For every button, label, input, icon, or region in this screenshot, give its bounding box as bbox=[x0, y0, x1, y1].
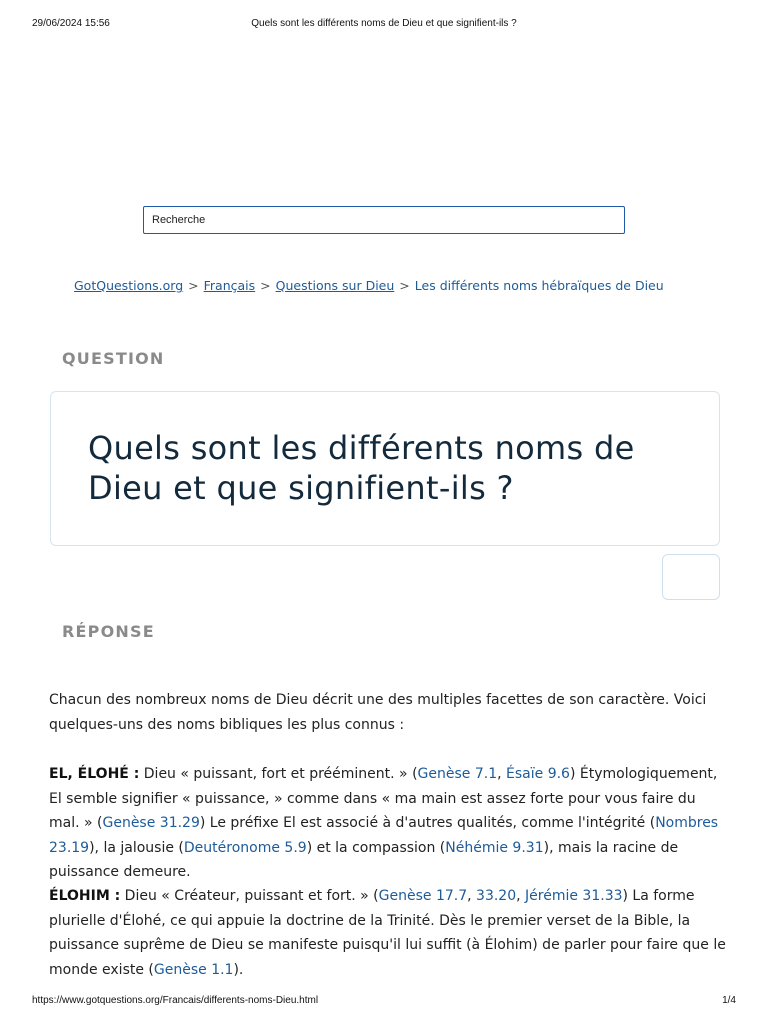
answer-paragraph-elohim: ÉLOHIM : Dieu « Créateur, puissant et fort. » (Genèse 17.7, 33.20, Jérémie 31.33) La forme plurielle d'Élohé, ce qui appuie la doctrine de la Trinité. Dès le premier verset de la Bible, la puissance suprême de Dieu se manifeste puisqu'il lui suffit (à Élohim) de parler pour faire que le monde existe (Genèse 1.1). bbox=[49, 888, 726, 978]
answer-label: RÉPONSE bbox=[62, 622, 155, 641]
breadcrumb-current: Les différents noms hébraïques de Dieu bbox=[414, 278, 664, 293]
breadcrumb-link-home[interactable]: GotQuestions.org bbox=[74, 278, 184, 293]
breadcrumb-link-francais[interactable]: Français bbox=[203, 278, 256, 293]
search-placeholder: Recherche bbox=[152, 214, 206, 226]
breadcrumb-link-questions-dieu[interactable]: Questions sur Dieu bbox=[275, 278, 395, 293]
breadcrumb-separator: > bbox=[260, 278, 271, 293]
term-elohim: ÉLOHIM : bbox=[49, 888, 121, 904]
breadcrumb-separator: > bbox=[399, 278, 410, 293]
print-url: https://www.gotquestions.org/Francais/differents-noms-Dieu.html bbox=[32, 995, 319, 1006]
bible-ref-link[interactable]: Nombres 23.19 bbox=[49, 815, 719, 856]
bible-ref-link[interactable]: 33.20 bbox=[476, 888, 517, 904]
answer-paragraph-el: EL, ÉLOHÉ : Dieu « puissant, fort et prééminent. » (Genèse 7.1, Ésaïe 9.6) Étymologiquement, El semble signifier « puissance, » comme dans « ma main est assez forte pour vous faire du mal. » (Genèse 31.29) Le préfixe El est associé à d'autres qualités, comme l'intégrité (Nombres 23.19), la jalousie (Deutéronome 5.9) et la compassion (Néhémie 9.31), mais la racine de puissance demeure. bbox=[49, 766, 719, 880]
share-box[interactable] bbox=[662, 554, 720, 600]
bible-ref-link[interactable]: Genèse 7.1 bbox=[417, 766, 498, 782]
bible-ref-link[interactable]: Néhémie 9.31 bbox=[445, 839, 544, 856]
print-page-number: 1/4 bbox=[722, 995, 736, 1006]
print-title: Quels sont les différents noms de Dieu et que signifient-ils ? bbox=[251, 18, 517, 29]
print-date: 29/06/2024 15:56 bbox=[32, 18, 110, 29]
breadcrumb bbox=[74, 278, 664, 293]
term-el: EL, ÉLOHÉ : bbox=[49, 766, 140, 782]
bible-ref-link[interactable]: Ésaïe 9.6 bbox=[506, 766, 570, 782]
bible-ref-link[interactable]: Genèse 17.7 bbox=[378, 888, 468, 904]
bible-ref-link[interactable]: Genèse 31.29 bbox=[102, 815, 200, 831]
search-input[interactable] bbox=[143, 206, 625, 234]
question-title: Quels sont les différents noms de Dieu et que signifient-ils ? bbox=[88, 429, 635, 507]
answer-intro: Chacun des nombreux noms de Dieu décrit une des multiples facettes de son caractère. Voici quelques-uns des noms bibliques les plus connus : bbox=[49, 692, 707, 733]
question-label: QUESTION bbox=[62, 349, 165, 368]
bible-ref-link[interactable]: Jérémie 31.33 bbox=[525, 888, 623, 904]
bible-ref-link[interactable]: Deutéronome 5.9 bbox=[183, 839, 307, 856]
bible-ref-link[interactable]: Genèse 1.1 bbox=[153, 961, 234, 978]
question-card bbox=[50, 391, 720, 546]
breadcrumb-separator: > bbox=[188, 278, 199, 293]
